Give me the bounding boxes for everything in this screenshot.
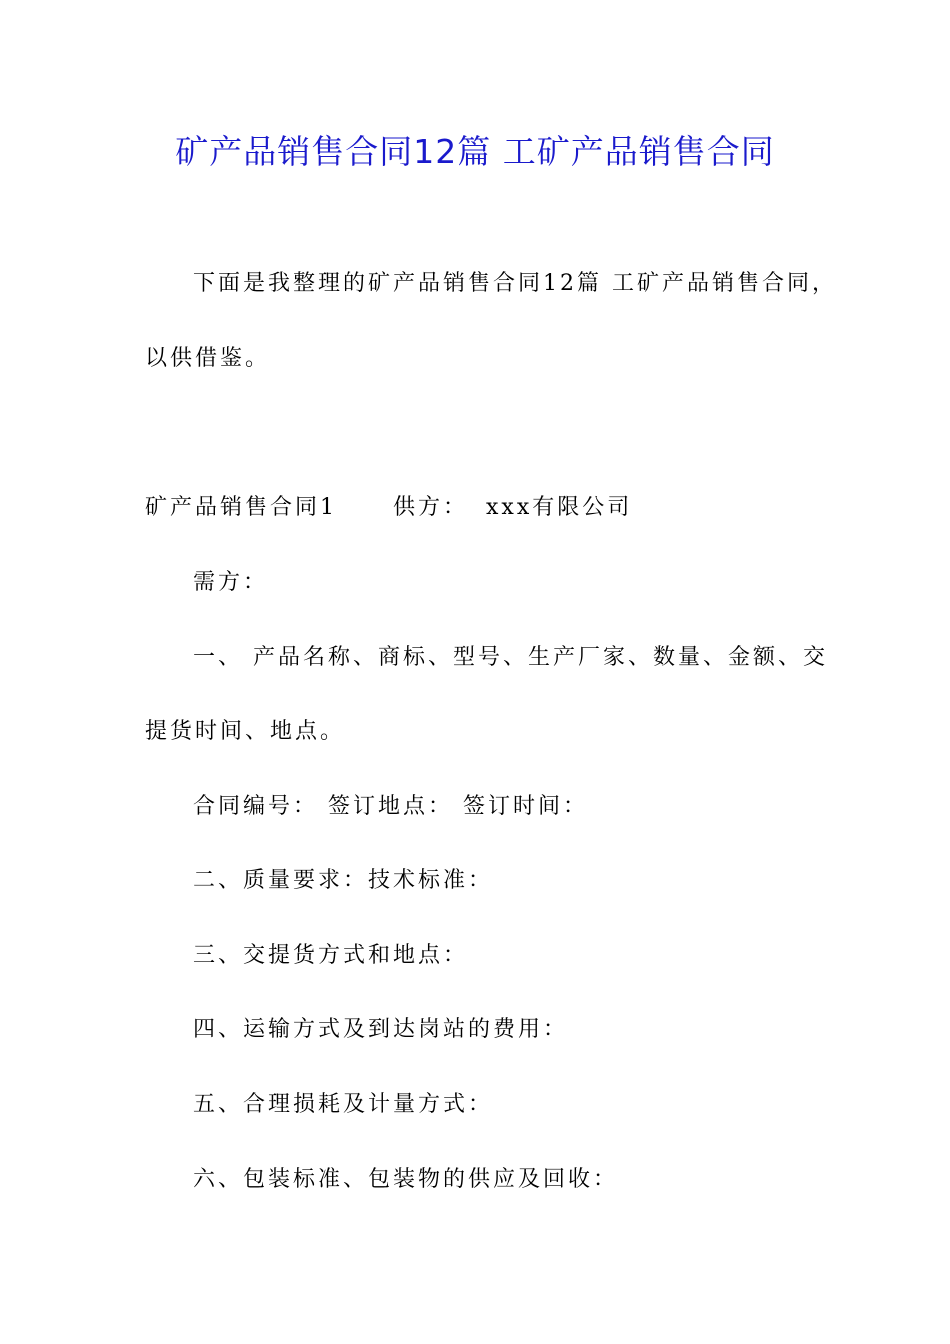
intro-paragraph-line-1: 下面是我整理的矿产品销售合同12篇 工矿产品销售合同， bbox=[193, 271, 837, 296]
buyer-label: 需方： bbox=[193, 570, 269, 595]
clause-1-line-1: 一、 产品名称、商标、型号、生产厂家、数量、金额、交 bbox=[193, 645, 828, 670]
supplier-value: xxx有限公司 bbox=[486, 495, 633, 520]
clause-5: 五、合理损耗及计量方式： bbox=[193, 1092, 494, 1117]
contract-meta-line: 合同编号： 签订地点： 签订时间： bbox=[193, 794, 588, 819]
intro-paragraph-line-2: 以供借鉴。 bbox=[145, 346, 271, 371]
section-heading: 矿产品销售合同1 bbox=[145, 495, 337, 520]
clause-3: 三、交提货方式和地点： bbox=[193, 943, 469, 968]
clause-2: 二、质量要求：技术标准： bbox=[193, 868, 494, 893]
clause-1-line-2: 提货时间、地点。 bbox=[145, 719, 346, 744]
clause-6: 六、包装标准、包装物的供应及回收： bbox=[193, 1167, 619, 1192]
document-title: 矿产品销售合同12篇 工矿产品销售合同 bbox=[175, 132, 775, 171]
clause-4: 四、运输方式及到达岗站的费用： bbox=[193, 1017, 569, 1042]
section-heading-row bbox=[145, 492, 632, 524]
supplier-label: 供方： bbox=[393, 495, 469, 520]
